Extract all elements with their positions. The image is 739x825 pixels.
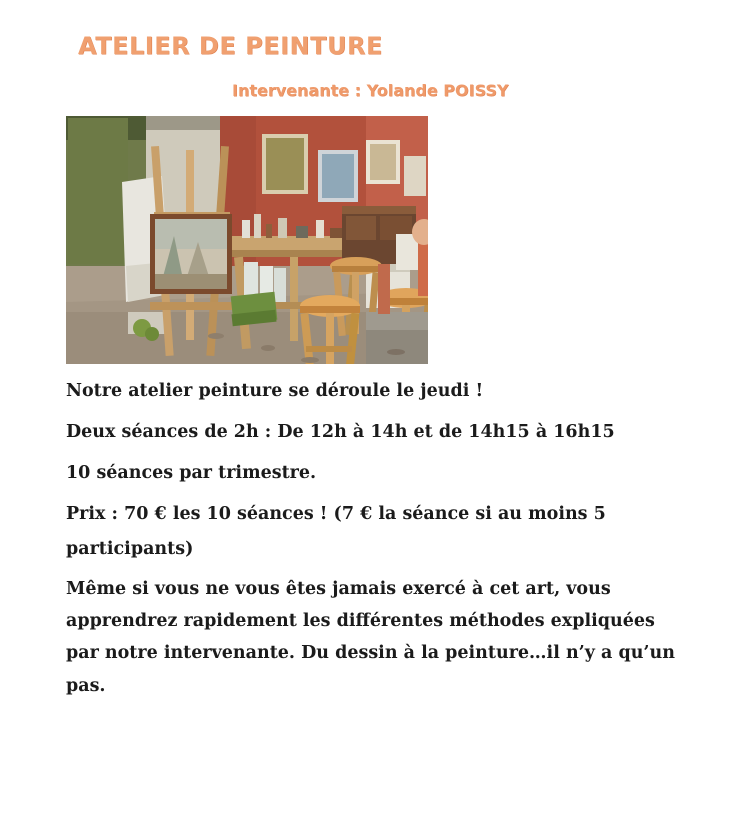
workshop-photo-illustration xyxy=(66,116,428,364)
workshop-photo xyxy=(66,116,428,364)
paragraph-sessions-per-term: 10 séances par trimestre. xyxy=(66,463,317,484)
paragraph-schedule-day: Notre atelier peinture se déroule le jeudi ! xyxy=(66,381,484,401)
paragraph-description: Même si vous ne vous êtes jamais exercé à cet art, vous apprendrez rapidement les différentes méthodes expliquées par notre intervenante. Du dessin à la peinture…il n’y a qu’un pas. xyxy=(66,578,675,696)
paragraph-price: Prix : 70 € les 10 séances ! (7 € la séance si au moins 5 participants) xyxy=(66,504,606,559)
paragraph-sessions: Deux séances de 2h : De 12h à 14h et de 14h15 à 16h15 xyxy=(66,422,615,443)
body-text xyxy=(66,374,686,709)
page-subtitle: Intervenante : Yolande POISSY xyxy=(232,81,509,101)
page-title: ATELIER DE PEINTURE xyxy=(78,32,383,61)
